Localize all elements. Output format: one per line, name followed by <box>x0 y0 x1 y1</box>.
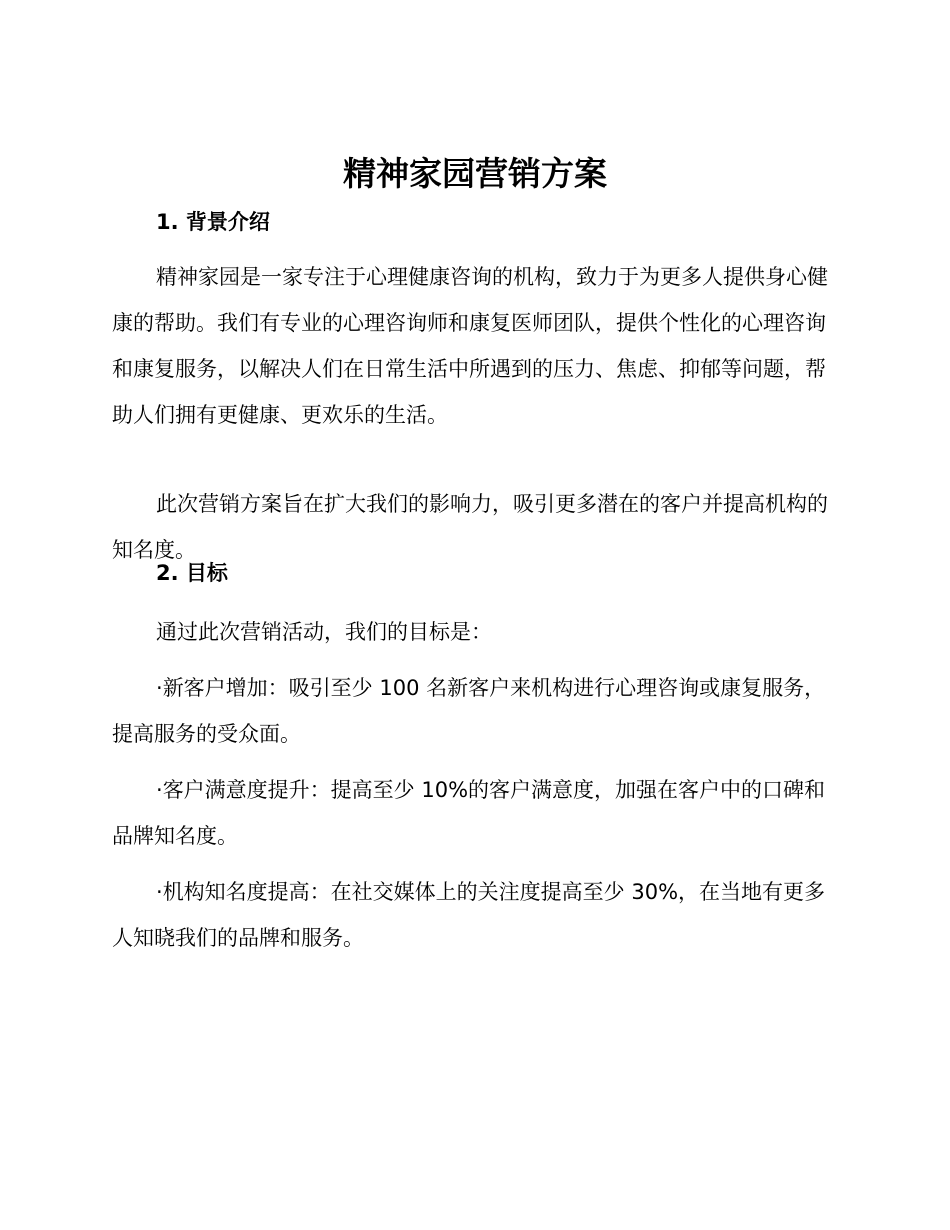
goal-item-text: 新客户增加：吸引至少 100 名新客户来机构进行心理咨询或康复服务，提高服务的受众面。 <box>112 676 826 746</box>
goal-item-text: 机构知名度提高：在社交媒体上的关注度提高至少 30%，在当地有更多人知晓我们的品牌和服务。 <box>112 880 826 950</box>
goal-item-text: 客户满意度提升：提高至少 10%的客户满意度，加强在客户中的口碑和品牌知名度。 <box>112 778 826 848</box>
section-heading-background: 1. 背景介绍 <box>156 210 270 234</box>
goal-item-awareness <box>112 869 834 961</box>
document-title: 精神家园营销方案 <box>343 154 607 193</box>
goals-intro: 通过此次营销活动，我们的目标是： <box>156 620 492 644</box>
bullet-dot-icon: · <box>156 778 163 802</box>
goal-item-new-clients <box>112 665 834 757</box>
section-heading-goals: 2. 目标 <box>156 561 228 585</box>
background-paragraph-2: 此次营销方案旨在扩大我们的影响力，吸引更多潜在的客户并提高机构的知名度。 <box>112 492 828 562</box>
bullet-dot-icon: · <box>156 880 163 904</box>
background-paragraph-1: 精神家园是一家专注于心理健康咨询的机构，致力于为更多人提供身心健康的帮助。我们有专业的心理咨询师和康复医师团队，提供个性化的心理咨询和康复服务，以解决人们在日常生活中所遇到的压力、焦虑、抑郁等问题，帮助人们拥有更健康、更欢乐的生活。 <box>112 265 828 427</box>
bullet-dot-icon: · <box>156 676 163 700</box>
goal-item-satisfaction <box>112 767 834 859</box>
